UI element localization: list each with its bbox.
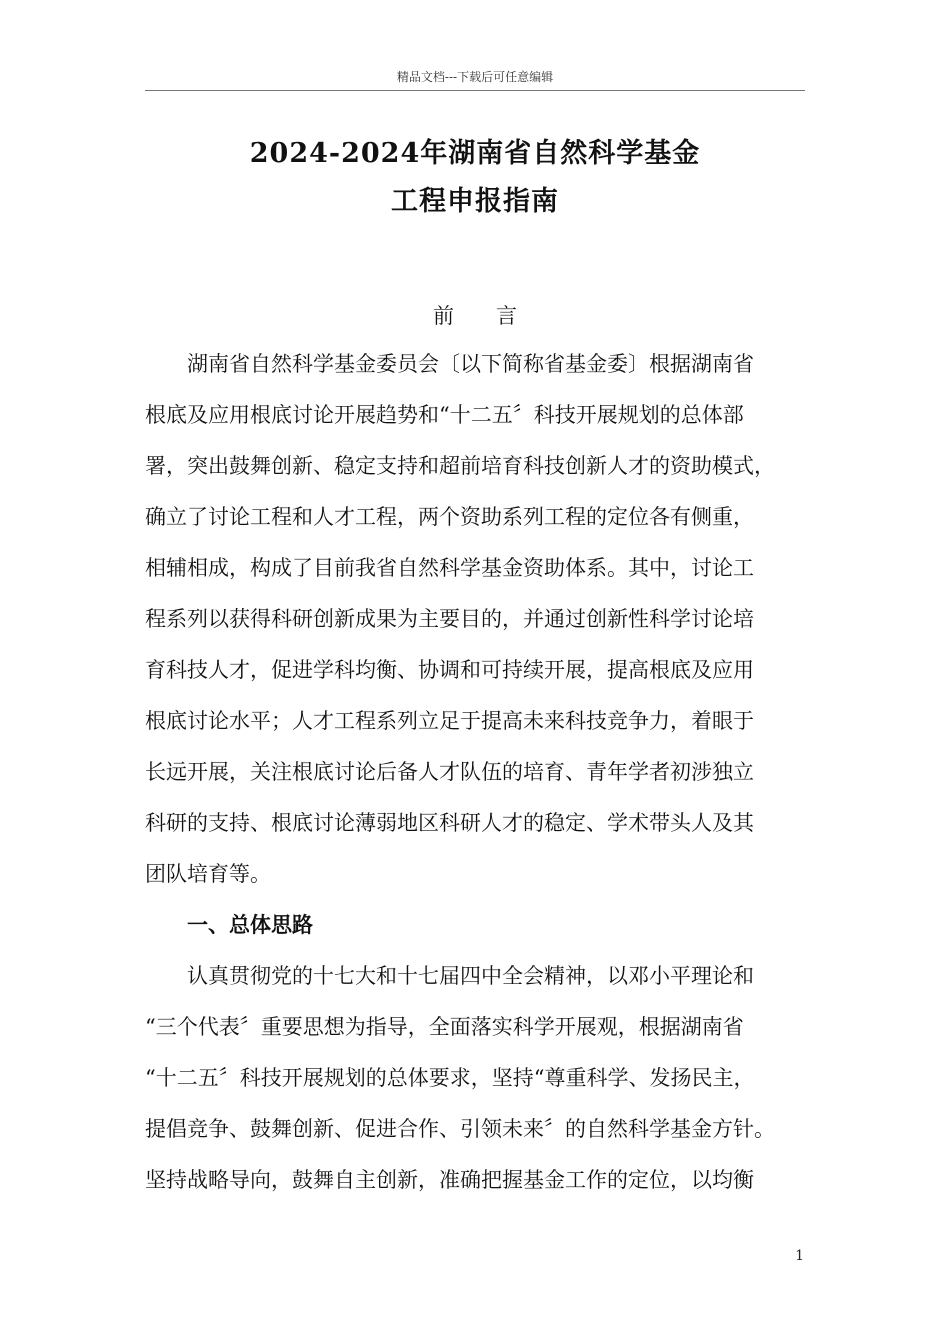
preface-char-2: 言 xyxy=(496,304,517,328)
paragraph-1-line: 团队培育等。 xyxy=(145,862,271,886)
paragraph-2-line: 提倡竞争、鼓舞创新、促进合作、引领未来〞的自然科学基金方针。 xyxy=(145,1117,775,1141)
document-title-line-2: 工程申报指南 xyxy=(391,186,559,217)
paragraph-2-line: “十二五〞科技开展规划的总体要求，坚持“尊重科学、发扬民主， xyxy=(145,1066,755,1090)
page-number: 1 xyxy=(795,1248,804,1264)
paragraph-1-line: 长远开展，关注根底讨论后备人才队伍的培育、青年学者初涉独立 xyxy=(145,760,754,784)
paragraph-1-line: 根底讨论水平；人才工程系列立足于提高未来科技竞争力，着眼于 xyxy=(145,709,754,733)
paragraph-2-line: “三个代表〞重要思想为指导，全面落实科学开展观，根据湖南省 xyxy=(145,1015,744,1039)
paragraph-1-line: 根底及应用根底讨论开展趋势和“十二五〞科技开展规划的总体部 xyxy=(145,403,744,427)
paragraph-1-line: 湖南省自然科学基金委员会〔以下简称省基金委〕根据湖南省 xyxy=(187,352,754,376)
paragraph-1-line: 育科技人才，促进学科均衡、协调和可持续开展，提高根底及应用 xyxy=(145,658,754,682)
section-heading-overall-approach: 一、总体思路 xyxy=(187,912,313,937)
paragraph-1-line: 确立了讨论工程和人才工程，两个资助系列工程的定位各有侧重， xyxy=(145,505,754,529)
header-divider xyxy=(145,90,805,91)
preface-heading xyxy=(0,300,950,332)
paragraph-2-line: 坚持战略导向，鼓舞自主创新，准确把握基金工作的定位，以均衡 xyxy=(145,1168,754,1192)
header-text: 精品文档---下载后可任意编辑 xyxy=(396,70,554,84)
preface-char-1: 前 xyxy=(433,304,454,328)
paragraph-1-line: 相辅相成，构成了目前我省自然科学基金资助体系。其中，讨论工 xyxy=(145,556,754,580)
paragraph-1-line: 程系列以获得科研创新成果为主要目的，并通过创新性科学讨论培 xyxy=(145,607,754,631)
body-text xyxy=(145,348,805,1215)
paragraph-1-line: 科研的支持、根底讨论薄弱地区科研人才的稳定、学术带头人及其 xyxy=(145,811,754,835)
paragraph-1-line: 署，突出鼓舞创新、稳定支持和超前培育科技创新人才的资助模式， xyxy=(145,454,775,478)
paragraph-2-line: 认真贯彻党的十七大和十七届四中全会精神，以邓小平理论和 xyxy=(187,964,754,988)
document-title-line-1: 2024-2024年湖南省自然科学基金 xyxy=(249,138,701,169)
